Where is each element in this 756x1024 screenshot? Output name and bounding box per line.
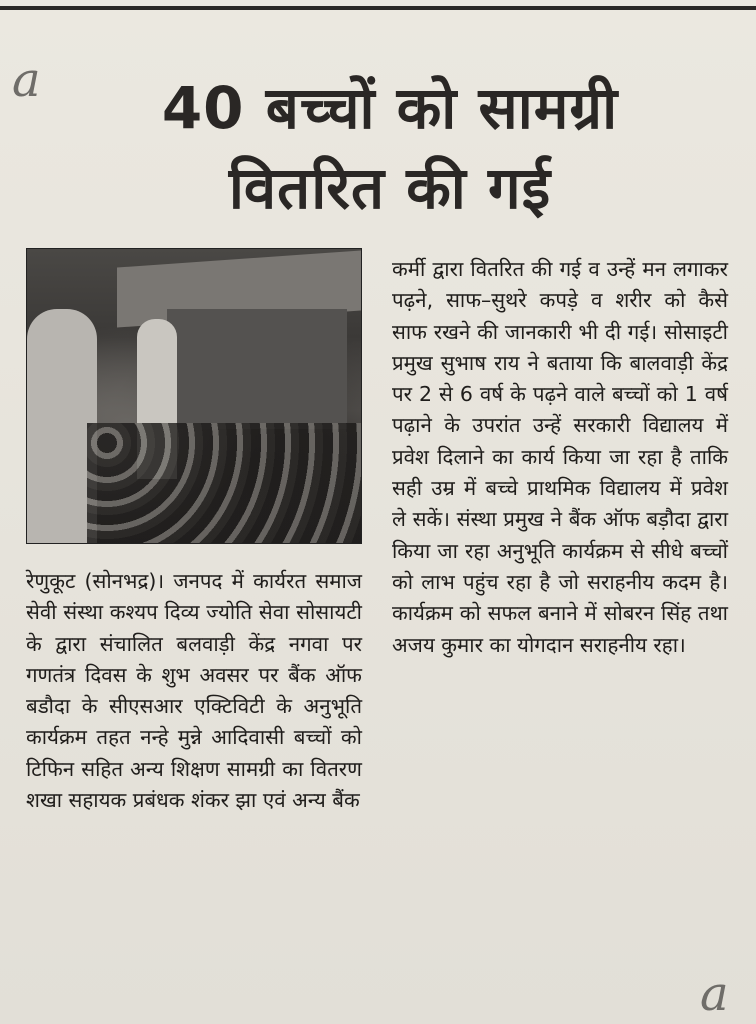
news-photo	[26, 248, 362, 544]
article-column-right	[392, 254, 728, 661]
top-rule	[0, 6, 756, 10]
headline-line-2: वितरित की गई	[228, 154, 552, 222]
photo-building	[167, 309, 347, 429]
right-column-text: कर्मी द्वारा वितरित की गई व उन्हें मन लगाकर पढ़ने, साफ–सुथरे कपड़े व शरीर को कैसे साफ रखने की जानकारी भी दी गई। सोसाइटी प्रमुख सुभाष राय ने बताया कि बालवाड़ी केंद्र पर 2 से 6 वर्ष के पढ़ने वाले बच्चों को 1 वर्ष पढ़ाने के उपरांत उन्हें सरकारी विद्यालय में प्रवेश दिलाने का कार्य किया जा रहा है ताकि सही उम्र में बच्चे प्राथमिक विद्यालय में प्रवेश ले सकें। संस्था प्रमुख ने बैंक ऑफ बड़ौदा द्वारा किया जा रहा अनुभूति कार्यक्रम से सीधे बच्चों को लाभ पहुंच रहा है जो सराहनीय कदम है। कार्यक्रम को सफल बनाने में सोबरन सिंह तथा अजय कुमार का योगदान सराहनीय रहा।	[392, 257, 728, 657]
left-column-text: रेणुकूट (सोनभद्र)। जनपद में कार्यरत समाज सेवी संस्था कश्यप दिव्य ज्योति सेवा सोसायटी के द्वारा संचालित बलवाड़ी केंद्र नगवा पर गणतंत्र दिवस के शुभ अवसर पर बैंक ऑफ बडौदा के सीएसआर एक्टिविटी के अनुभूति कार्यक्रम तहत नन्हे मुन्ने आदिवासी बच्चों को टिफिन सहित अन्य शिक्षण सामग्री का वितरण शखा सहायक प्रबंधक शंकर झा एवं अन्य बैंक	[26, 569, 362, 813]
handwritten-mark-bottom: a	[700, 966, 729, 1022]
photo-children-crowd	[87, 423, 361, 543]
handwritten-mark-top: a	[12, 52, 41, 108]
headline-line-1: 40 बच्चों को सामग्री	[161, 74, 619, 142]
article-column-left	[26, 566, 362, 816]
